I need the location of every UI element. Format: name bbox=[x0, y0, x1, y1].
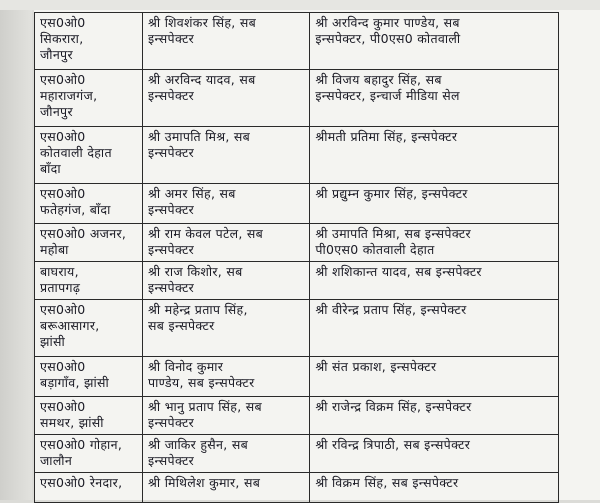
incoming-officer-cell: श्री उमापति मिश्रा, सब इन्सपेक्टर पी0एस0 कोतवाली देहात bbox=[310, 224, 559, 262]
table-row bbox=[35, 70, 559, 127]
post-cell: एस0ओ0 कोतवाली देहात बाँदा bbox=[35, 127, 143, 184]
post-cell: एस0ओ0 सिकरारा, जौनपुर bbox=[35, 13, 143, 70]
post-cell: एस0ओ0 गोहान, जालौन bbox=[35, 435, 143, 473]
table-row bbox=[35, 262, 559, 300]
outgoing-officer-cell: श्री राज किशोर, सब इन्सपेक्टर bbox=[143, 262, 310, 300]
outgoing-officer-cell: श्री भानु प्रताप सिंह, सब इन्सपेक्टर bbox=[143, 397, 310, 435]
table-row bbox=[35, 435, 559, 473]
outgoing-officer-cell: श्री अमर सिंह, सब इन्सपेक्टर bbox=[143, 184, 310, 224]
post-cell: एस0ओ0 फतेहगंज, बाँदा bbox=[35, 184, 143, 224]
outgoing-officer-cell: श्री उमापति मिश्र, सब इन्सपेक्टर bbox=[143, 127, 310, 184]
incoming-officer-cell: श्री राजेन्द्र विक्रम सिंह, इन्सपेक्टर bbox=[310, 397, 559, 435]
incoming-officer-cell: श्री वीरेन्द्र प्रताप सिंह, इन्सपेक्टर bbox=[310, 300, 559, 357]
outgoing-officer-cell: श्री विनोद कुमार पाण्डेय, सब इन्सपेक्टर bbox=[143, 357, 310, 397]
incoming-officer-cell: श्री अरविन्द कुमार पाण्डेय, सब इन्सपेक्टर, पी0एस0 कोतवाली bbox=[310, 13, 559, 70]
post-cell: एस0ओ0 महाराजगंज, जौनपुर bbox=[35, 70, 143, 127]
table-row bbox=[35, 127, 559, 184]
table-row bbox=[35, 184, 559, 224]
incoming-officer-cell: श्री रविन्द्र त्रिपाठी, सब इन्सपेक्टर bbox=[310, 435, 559, 473]
incoming-officer-cell: श्री प्रद्युम्न कुमार सिंह, इन्सपेक्टर bbox=[310, 184, 559, 224]
incoming-officer-cell: श्री शशिकान्त यादव, सब इन्सपेक्टर bbox=[310, 262, 559, 300]
outgoing-officer-cell: श्री राम केवल पटेल, सब इन्सपेक्टर bbox=[143, 224, 310, 262]
incoming-officer-cell: श्री विजय बहादुर सिंह, सब इन्सपेक्टर, इन्चार्ज मीडिया सेल bbox=[310, 70, 559, 127]
incoming-officer-cell: श्री संत प्रकाश, इन्सपेक्टर bbox=[310, 357, 559, 397]
post-cell: एस0ओ0 समथर, झांसी bbox=[35, 397, 143, 435]
table-row bbox=[35, 300, 559, 357]
post-cell: एस0ओ0 रेनदार, bbox=[35, 473, 143, 503]
incoming-officer-cell: श्रीमती प्रतिमा सिंह, इन्सपेक्टर bbox=[310, 127, 559, 184]
outgoing-officer-cell: श्री जाकिर हुसैन, सब इन्सपेक्टर bbox=[143, 435, 310, 473]
table-row bbox=[35, 397, 559, 435]
outgoing-officer-cell: श्री शिवशंकर सिंह, सब इन्सपेक्टर bbox=[143, 13, 310, 70]
post-cell: एस0ओ0 अजनर, महोबा bbox=[35, 224, 143, 262]
post-cell: एस0ओ0 बरूआसागर, झांसी bbox=[35, 300, 143, 357]
post-cell: एस0ओ0 बड़ागाँव, झांसी bbox=[35, 357, 143, 397]
transfer-table bbox=[34, 12, 559, 503]
table-row bbox=[35, 473, 559, 503]
outgoing-officer-cell: श्री अरविन्द यादव, सब इन्सपेक्टर bbox=[143, 70, 310, 127]
incoming-officer-cell: श्री विक्रम सिंह, सब इन्सपेक्टर bbox=[310, 473, 559, 503]
outgoing-officer-cell: श्री मिथिलेश कुमार, सब bbox=[143, 473, 310, 503]
page-top-strip bbox=[0, 0, 600, 10]
post-cell: बाघराय, प्रतापगढ़ bbox=[35, 262, 143, 300]
table-row bbox=[35, 13, 559, 70]
page-left-margin bbox=[0, 0, 32, 500]
table-row bbox=[35, 357, 559, 397]
outgoing-officer-cell: श्री महेन्द्र प्रताप सिंह, सब इन्सपेक्टर bbox=[143, 300, 310, 357]
table-row bbox=[35, 224, 559, 262]
